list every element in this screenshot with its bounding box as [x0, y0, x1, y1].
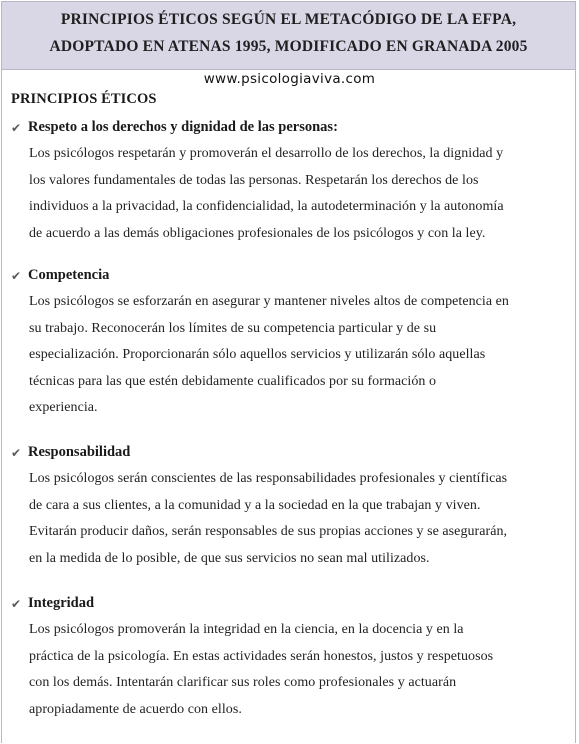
- principle-integridad: [11, 593, 565, 723]
- section-heading: PRINCIPIOS ÉTICOS: [11, 91, 157, 107]
- body-line: Evitarán producir daños, serán responsables de sus propias acciones y se asegurarán,: [29, 524, 508, 539]
- header-title-line-2: ADOPTADO EN ATENAS 1995, MODIFICADO EN GRANADA 2005: [49, 38, 528, 55]
- body-line: apropiadamente de acuerdo con ellos.: [29, 701, 242, 717]
- body-line: especialización. Proporcionarán sólo aquellos servicios y utilizarán sólo aquellas: [29, 347, 486, 362]
- body-line: experiencia.: [29, 400, 98, 415]
- body-line: práctica de la psicología. En estas actividades serán honestos, justos y respetuosos: [29, 648, 494, 664]
- check-icon: ✔: [11, 121, 22, 135]
- website-url: www.psicologiaviva.com: [203, 71, 376, 87]
- body-line: Los psicólogos respetarán y promoverán el desarrollo de los derechos, la dignidad y: [29, 146, 504, 161]
- principle-title-row: [11, 593, 565, 613]
- principle-title-row: [11, 117, 565, 137]
- check-icon: ✔: [11, 446, 22, 460]
- body-line: de acuerdo a las demás obligaciones profesionales de los psicólogos y con la ley.: [29, 225, 486, 241]
- check-icon: ✔: [11, 597, 22, 611]
- body-line: en la medida de lo posible, de que sus servicios no sean mal utilizados.: [29, 550, 430, 566]
- principle-body: [29, 289, 565, 422]
- body-line: los valores fundamentales de todas las personas. Respetarán los derechos de los: [29, 172, 479, 188]
- body-line: con los demás. Intentarán clarificar sus roles como profesionales y actuarán: [29, 675, 457, 690]
- principle-competencia: [11, 265, 565, 422]
- principle-respeto: [11, 117, 565, 247]
- principle-title-row: [11, 442, 565, 462]
- principle-name: Responsabilidad: [28, 443, 131, 460]
- principle-body: [29, 466, 565, 572]
- principle-name: Integridad: [28, 594, 95, 611]
- header-title-line-1: PRINCIPIOS ÉTICOS SEGÚN EL METACÓDIGO DE LA EFPA,: [60, 11, 517, 28]
- body-line: Los psicólogos se esforzarán en asegurar y mantener niveles altos de competencia en: [29, 294, 509, 309]
- body-line: de cara a sus clientes, a la comunidad y a la sociedad en la que trabajan y viven.: [29, 497, 481, 513]
- document-header: [2, 2, 575, 70]
- body-line: Los psicólogos promoverán la integridad en la ciencia, en la docencia y en la: [29, 622, 464, 637]
- check-icon: ✔: [11, 269, 22, 283]
- principle-name: Competencia: [28, 266, 110, 283]
- principle-title-row: [11, 265, 565, 285]
- body-line: su trabajo. Reconocerán los límites de su competencia particular y de su: [29, 320, 437, 336]
- principle-body: [29, 617, 565, 723]
- principle-name: Respeto a los derechos y dignidad de las personas:: [28, 118, 338, 135]
- principle-body: [29, 141, 565, 247]
- principle-responsabilidad: [11, 442, 565, 572]
- body-line: técnicas para las que estén debidamente cualificados por su formación o: [29, 373, 437, 389]
- body-line: Los psicólogos serán conscientes de las responsabilidades profesionales y científicas: [29, 471, 508, 486]
- body-line: individuos a la privacidad, la confidencialidad, la autodeterminación y la autonomía: [29, 199, 504, 214]
